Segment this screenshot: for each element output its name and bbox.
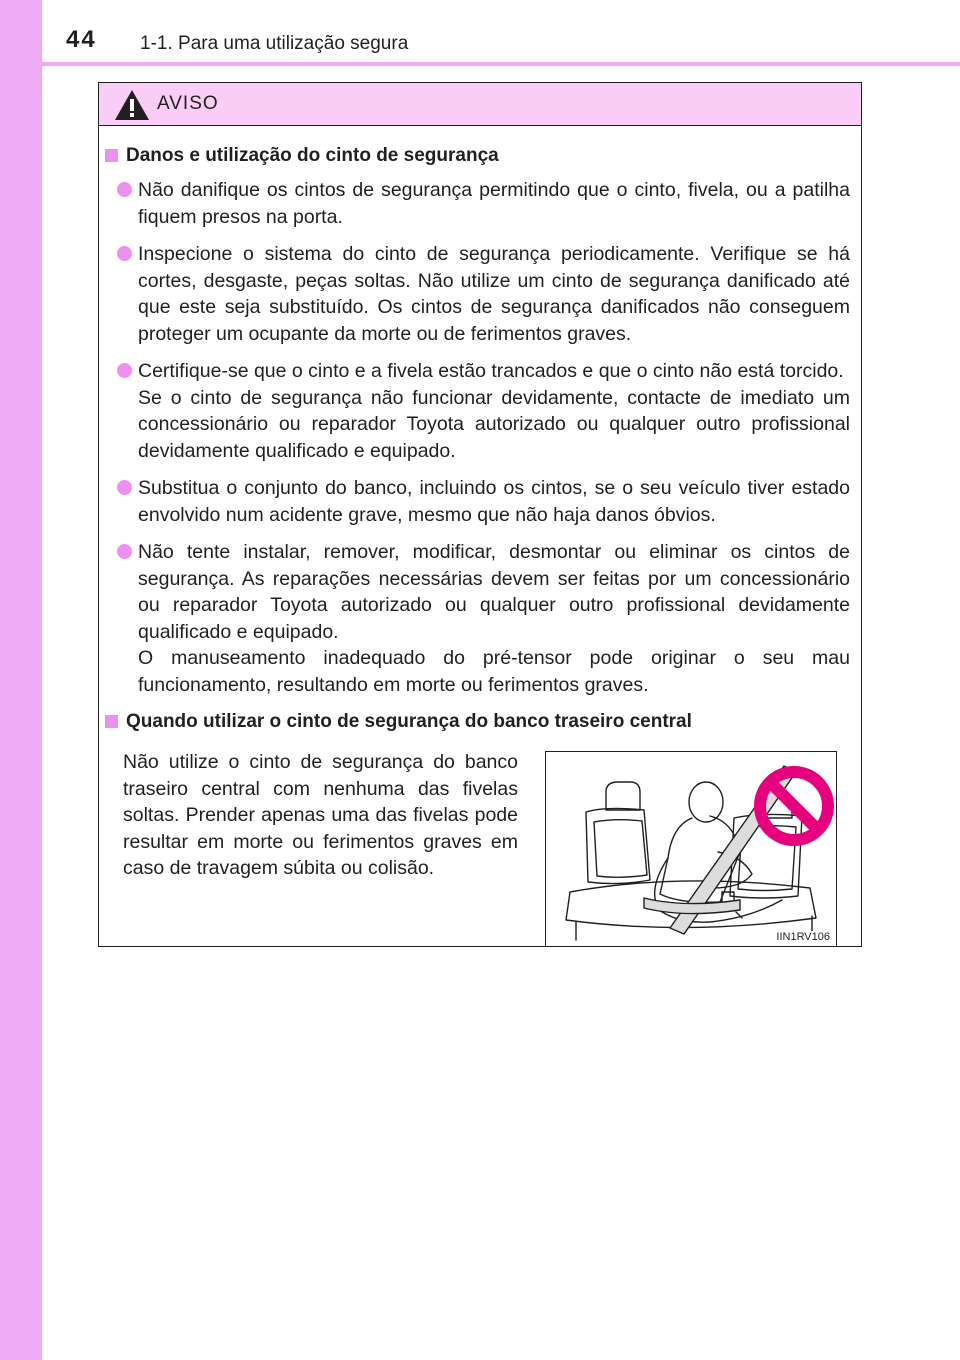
side-tab-stripe	[0, 0, 42, 1360]
warning-content	[99, 143, 863, 953]
list-item	[99, 358, 863, 464]
list-item-text: Certifique-se que o cinto e a fivela estão trancados e que o cinto não está torcido.	[138, 360, 844, 382]
header-rule	[0, 62, 960, 66]
page-number: 44	[66, 26, 97, 53]
list-item-text: Não tente instalar, remover, modificar, desmontar ou eliminar os cintos de segurança. As reparações necessárias devem ser feitas por um concessionário ou reparador Toyota autorizado ou qualquer outro profissional devidamente qualificado e equipado.	[138, 541, 850, 643]
seat-drawing	[546, 752, 836, 946]
warning-header	[99, 83, 861, 126]
list-item-text: O manuseamento inadequado do pré-tensor pode originar o seu mau funcionamento, resultando em morte ou ferimentos graves.	[138, 647, 850, 696]
list-item	[99, 475, 863, 528]
list-item-text: Substitua o conjunto do banco, incluindo os cintos, se o seu veículo tiver estado envolvido num acidente grave, mesmo que não haja danos óbvios.	[138, 477, 850, 526]
section-heading	[99, 143, 863, 169]
square-bullet-icon	[105, 149, 118, 162]
round-bullet-icon	[117, 363, 132, 378]
list-item-text: Não danifique os cintos de segurança permitindo que o cinto, fivela, ou a patilha fiquem presos na porta.	[138, 179, 850, 228]
list-item	[99, 177, 863, 230]
round-bullet-icon	[117, 480, 132, 495]
list-item	[99, 539, 863, 698]
round-bullet-icon	[117, 246, 132, 261]
section-heading-text: Quando utilizar o cinto de segurança do banco traseiro central	[126, 711, 692, 732]
section-heading	[99, 709, 863, 735]
warning-label: AVISO	[157, 93, 219, 114]
rear-center-belt-block	[99, 743, 863, 953]
list-item-text: Se o cinto de segurança não funcionar devidamente, contacte de imediato um concessionário ou reparador Toyota autorizado ou qualquer outro profissional devidamente qualificado e equipado.	[138, 386, 850, 462]
page-header	[0, 0, 960, 66]
list-item	[99, 241, 863, 347]
section-heading-text: Danos e utilização do cinto de segurança	[126, 145, 499, 166]
warning-triangle-icon	[113, 88, 151, 122]
square-bullet-icon	[105, 715, 118, 728]
list-item-text: Inspecione o sistema do cinto de segurança periodicamente. Verifique se há cortes, desgaste, peças soltas. Não utilize um cinto de segurança danificado até que este seja substituído. Os cintos de segurança danificados não conseguem proteger um ocupante da morte ou de ferimentos graves.	[138, 243, 850, 345]
rear-center-belt-paragraph: Não utilize o cinto de segurança do banco traseiro central com nenhuma das fivelas soltas. Prender apenas uma das fivelas pode resultar em morte ou ferimentos graves em caso de travagem súbita ou colisão.	[123, 751, 518, 879]
section-title: 1-1. Para uma utilização segura	[140, 33, 409, 54]
illustration-code: IIN1RV106	[776, 931, 830, 943]
seatbelt-illustration	[545, 751, 837, 947]
round-bullet-icon	[117, 182, 132, 197]
warning-box	[98, 82, 862, 947]
round-bullet-icon	[117, 544, 132, 559]
